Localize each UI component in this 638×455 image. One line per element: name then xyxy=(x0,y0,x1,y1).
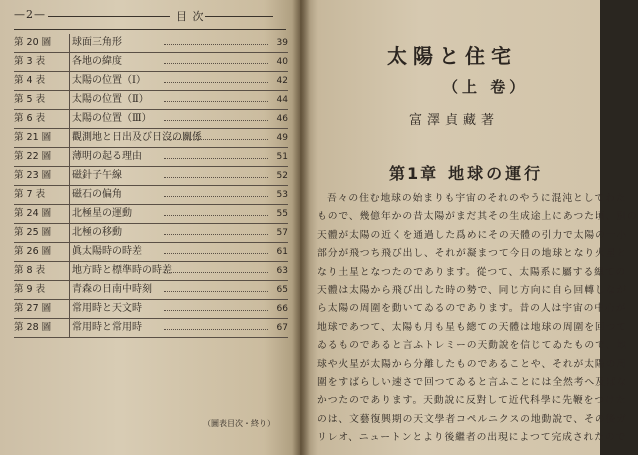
toc-entry-page: 66 xyxy=(276,304,288,314)
toc-row xyxy=(14,224,288,243)
leader-dots xyxy=(164,177,268,178)
column-divider xyxy=(69,281,70,299)
toc-entry-kind: 第 8 表 xyxy=(14,265,46,276)
chapter-name: 地球の運行 xyxy=(448,164,544,183)
toc-entry-title: 青森の日南中時刻 xyxy=(72,284,152,295)
body-line: なり土星となつたのであります。從つて、太陽系に屬する總ての xyxy=(317,266,627,278)
toc-row xyxy=(14,148,288,167)
body-line: 吾々の住む地球の始まりも宇宙のそれのやうに混沌としてわた xyxy=(327,193,627,204)
toc-row xyxy=(14,262,288,281)
toc-entry-title: 常用時と天文時 xyxy=(72,303,142,314)
toc-entry-title: 太陽の位置（Ⅲ） xyxy=(72,113,152,124)
toc-entry-page: 55 xyxy=(276,209,288,219)
column-divider xyxy=(69,53,70,71)
toc-row xyxy=(14,72,288,91)
toc-entry-page: 53 xyxy=(276,190,288,200)
body-line: 地球であつて、太陽も月も星も總ての天體は地球の周圍を回つて xyxy=(317,321,628,333)
volume-label: （上 卷） xyxy=(443,78,529,96)
toc-entry-kind: 第 3 表 xyxy=(14,56,46,67)
column-divider xyxy=(69,129,70,147)
column-divider xyxy=(69,205,70,223)
toc-entry-title: 薄明の起る理由 xyxy=(72,151,142,162)
leader-dots xyxy=(164,63,268,64)
body-line: 天體が太陽の近くを通過した爲めにその天體の引力で太陽の一小 xyxy=(317,229,628,241)
toc-entry-page: 57 xyxy=(276,228,288,238)
body-line: リレオ、ニュートンとより後繼者の出現によつて完成されたので xyxy=(317,432,627,444)
leader-dots xyxy=(164,196,268,197)
column-divider xyxy=(69,262,70,280)
toc-entry-kind: 第 26 圖 xyxy=(14,246,52,257)
toc-row xyxy=(14,91,288,110)
toc-entry-kind: 第 5 表 xyxy=(14,94,46,105)
body-line: ゐるものであると言ふトレミーの天動說を信じてゐたもので、地 xyxy=(317,340,628,352)
toc-entry-page: 65 xyxy=(276,285,288,295)
toc-entry-kind: 第 27 圖 xyxy=(14,303,52,314)
leader-dots xyxy=(164,139,268,140)
header-rule xyxy=(205,16,273,17)
toc-row xyxy=(14,300,288,319)
toc-row xyxy=(14,129,288,148)
toc-entry-page: 46 xyxy=(276,114,288,124)
leader-dots xyxy=(164,310,268,311)
toc-row xyxy=(14,53,288,72)
body-line: かつたのであります。天動說に反對して近代科學に先鞭をつけた xyxy=(317,395,627,407)
toc-entry-title: 太陽の位置（Ⅱ） xyxy=(72,94,149,105)
body-line: もので、幾億年かの昔太陽がまだ其その生成途上にあつた頃、別の xyxy=(317,211,638,223)
toc-entry-kind: 第 9 表 xyxy=(14,284,46,295)
toc-entry-kind: 第 23 圖 xyxy=(14,170,52,181)
leader-dots xyxy=(164,291,268,292)
column-divider xyxy=(69,91,70,109)
leader-dots xyxy=(164,253,268,254)
body-line: ら太陽の周圍を動いてゐるのであります。昔の人は宇宙の中心が xyxy=(317,303,627,315)
toc-entry-title: 地方時と標準時の時差 xyxy=(72,265,172,276)
toc-entry-page: 63 xyxy=(276,266,288,276)
toc-entry-kind: 第 21 圖 xyxy=(14,132,52,143)
chapter-number: 第1章 xyxy=(389,164,439,183)
toc-entry-page: 49 xyxy=(276,133,288,143)
column-divider xyxy=(69,148,70,166)
column-divider xyxy=(69,243,70,261)
leader-dots xyxy=(164,44,268,45)
toc-row xyxy=(14,281,288,300)
book-title: 太陽と住宅 xyxy=(387,44,517,68)
leader-dots xyxy=(164,329,268,330)
toc-row xyxy=(14,186,288,205)
chapter-heading xyxy=(389,161,543,184)
column-divider xyxy=(69,224,70,242)
toc-entry-page: 61 xyxy=(276,247,288,257)
toc-entry-page: 40 xyxy=(276,57,288,67)
body-text xyxy=(317,190,638,447)
left-page xyxy=(0,0,300,455)
column-divider xyxy=(69,300,70,318)
leader-dots xyxy=(164,82,268,83)
toc-row xyxy=(14,34,288,53)
leader-dots xyxy=(164,101,268,102)
body-line: 天體は太陽から飛び出した時の勢で、同じ方向に自ら回轉しなが xyxy=(317,284,628,296)
toc-entry-title: 觀測地と日出及び日沒の關係 xyxy=(72,132,202,143)
body-line: 圍をすばらしい速さで回つてゐると言ふことには全然考へ及ばな xyxy=(317,376,628,388)
toc-entry-kind: 第 24 圖 xyxy=(14,208,52,219)
toc-header-title: 目 次 xyxy=(176,10,205,23)
leader-dots xyxy=(164,158,268,159)
toc-row xyxy=(14,205,288,224)
leader-dots xyxy=(164,215,268,216)
body-line: のは、文藝復興期の天文學者コペルニクスの地動說で、その後ガ xyxy=(317,413,627,425)
toc-entry-kind: 第 7 表 xyxy=(14,189,46,200)
leader-dots xyxy=(164,272,268,273)
book-gutter xyxy=(292,0,310,455)
toc-entry-kind: 第 6 表 xyxy=(14,113,46,124)
toc-row xyxy=(14,167,288,186)
toc-entry-title: 球面三角形 xyxy=(72,37,122,48)
toc-entry-page: 67 xyxy=(276,323,288,333)
body-line: 部分が飛つち飛び出し、それが凝まつて今日の地球となり火星と xyxy=(317,248,628,260)
author-line: 富澤貞藏著 xyxy=(409,113,500,128)
table-of-figures xyxy=(14,34,288,338)
toc-row xyxy=(14,243,288,262)
toc-entry-title: 磁針子午線 xyxy=(72,170,122,181)
toc-entry-page: 44 xyxy=(276,95,288,105)
toc-entry-title: 北極星の運動 xyxy=(72,208,132,219)
toc-entry-page: 42 xyxy=(276,76,288,86)
toc-entry-page: 52 xyxy=(276,171,288,181)
header-underline xyxy=(14,29,286,30)
leader-dots xyxy=(164,234,268,235)
toc-entry-title: 北極の移動 xyxy=(72,227,122,238)
toc-entry-kind: 第 25 圖 xyxy=(14,227,52,238)
column-divider xyxy=(69,167,70,185)
header-rule xyxy=(48,16,170,17)
toc-entry-title: 太陽の位置（Ⅰ） xyxy=(72,75,146,86)
page-number: —2— xyxy=(14,8,46,21)
column-divider xyxy=(69,34,70,52)
leader-dots xyxy=(164,120,268,121)
toc-entry-title: 眞太陽時の時差 xyxy=(72,246,142,257)
column-divider xyxy=(69,319,70,337)
column-divider xyxy=(69,186,70,204)
toc-entry-title: 磁石の偏角 xyxy=(72,189,122,200)
toc-entry-page: 51 xyxy=(276,152,288,162)
toc-end-note: （圖表目次・終り） xyxy=(203,419,275,428)
column-divider xyxy=(69,72,70,90)
column-divider xyxy=(69,110,70,128)
toc-row xyxy=(14,110,288,129)
toc-entry-title: 各地の緯度 xyxy=(72,56,122,67)
toc-entry-kind: 第 22 圖 xyxy=(14,151,52,162)
toc-entry-page: 39 xyxy=(276,38,288,48)
body-line: 球や火星が太陽から分離したものであることや、それが太陽の周 xyxy=(317,358,628,370)
toc-entry-kind: 第 28 圖 xyxy=(14,322,52,333)
toc-row xyxy=(14,319,288,338)
toc-entry-title: 常用時と常用時 xyxy=(72,322,142,333)
toc-entry-kind: 第 4 表 xyxy=(14,75,46,86)
toc-entry-kind: 第 20 圖 xyxy=(14,37,52,48)
